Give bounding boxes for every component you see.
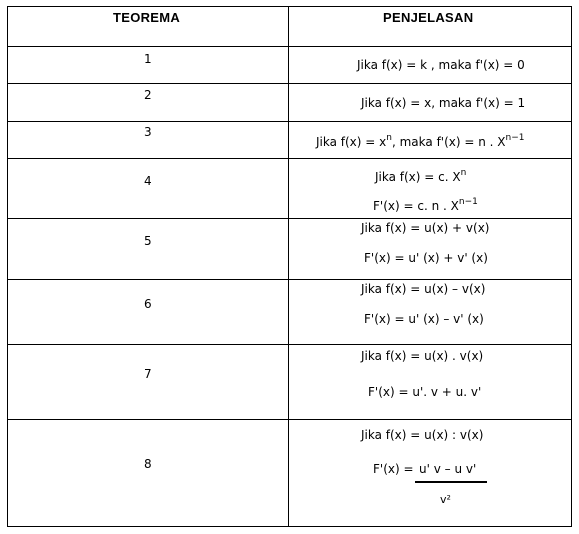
row-4-line-1 bbox=[375, 170, 466, 184]
row-8-derivative-label: F'(x) = bbox=[373, 462, 414, 476]
row-2-text: Jika f(x) = x, maka f'(x) = 1 bbox=[361, 96, 526, 110]
row-4-exp-a: n bbox=[460, 168, 467, 178]
row-4-exp-b: n−1 bbox=[458, 197, 478, 207]
row-3-part-a: Jika f(x) = x bbox=[316, 135, 387, 149]
row-8-fraction-bar bbox=[415, 481, 487, 483]
row-1-text: Jika f(x) = k , maka f'(x) = 0 bbox=[357, 58, 525, 72]
row-3-part-b: , maka f'(x) = n . X bbox=[391, 135, 506, 149]
row-7-line-1: Jika f(x) = u(x) . v(x) bbox=[361, 349, 484, 363]
row-3-exp-b: n−1 bbox=[505, 133, 525, 143]
row-5-number: 5 bbox=[144, 234, 152, 248]
header-teorema: TEOREMA bbox=[113, 10, 181, 25]
row-3-text bbox=[316, 135, 525, 149]
row-3-number: 3 bbox=[144, 125, 152, 139]
row-8-line-1: Jika f(x) = u(x) : v(x) bbox=[361, 428, 484, 442]
row-8-number: 8 bbox=[144, 457, 152, 471]
row-6-line-2: F'(x) = u' (x) – v' (x) bbox=[364, 312, 484, 326]
row-4-part-b: F'(x) = c. n . X bbox=[373, 199, 459, 213]
row-5-line-2: F'(x) = u' (x) + v' (x) bbox=[364, 251, 488, 265]
header-penjelasan: PENJELASAN bbox=[383, 10, 474, 25]
row-8-denominator: v² bbox=[440, 493, 451, 506]
row-8-numerator: u' v – u v' bbox=[419, 462, 477, 476]
row-4-line-2 bbox=[373, 199, 478, 213]
row-2-number: 2 bbox=[144, 88, 152, 102]
row-7-number: 7 bbox=[144, 367, 152, 381]
row-4-part-a: Jika f(x) = c. X bbox=[375, 170, 461, 184]
row-1-number: 1 bbox=[144, 52, 152, 66]
row-6-line-1: Jika f(x) = u(x) – v(x) bbox=[361, 282, 486, 296]
row-3-exp-a: n bbox=[386, 133, 392, 143]
row-4-number: 4 bbox=[144, 174, 152, 188]
row-5-line-1: Jika f(x) = u(x) + v(x) bbox=[361, 221, 490, 235]
row-7-line-2: F'(x) = u'. v + u. v' bbox=[368, 385, 482, 399]
row-6-number: 6 bbox=[144, 297, 152, 311]
